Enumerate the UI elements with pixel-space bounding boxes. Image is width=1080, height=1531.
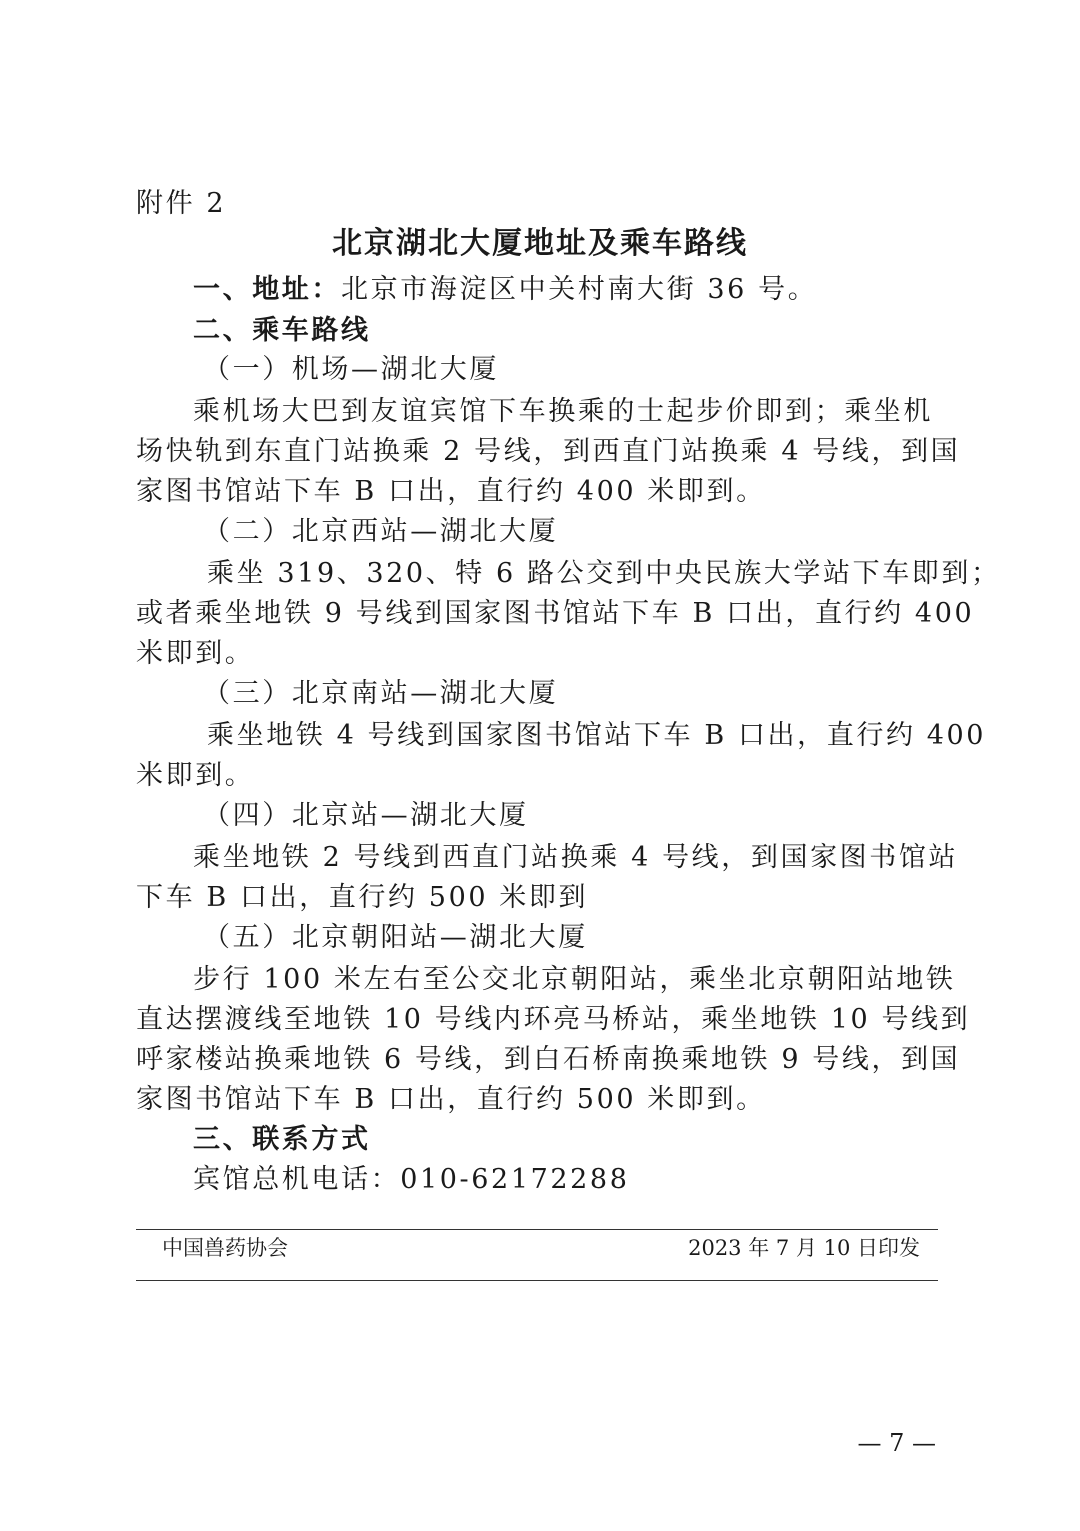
- route-1-line-1: 乘机场大巴到友谊宾馆下车换乘的士起步价即到；乘坐机: [193, 396, 933, 427]
- route-4-line-2: 下车 B 口出，直行约 500 米即到: [136, 882, 589, 913]
- routes-heading: 二、乘车路线: [193, 315, 371, 346]
- contact-heading: 三、联系方式: [193, 1124, 371, 1155]
- route-2-line-2: 或者乘坐地铁 9 号线到国家图书馆站下车 B 口出，直行约 400: [136, 598, 975, 629]
- footer-date: 2023 年 7 月 10 日印发: [688, 1236, 920, 1260]
- route-2-line-3: 米即到。: [136, 638, 255, 669]
- route-5-line-3: 呼家楼站换乘地铁 6 号线，到白石桥南换乘地铁 9 号线，到国: [136, 1044, 961, 1075]
- contact-phone: 宾馆总机电话：010-62172288: [193, 1164, 630, 1195]
- footer-top-rule: [136, 1229, 938, 1230]
- route-3-line-1: 乘坐地铁 4 号线到国家图书馆站下车 B 口出，直行约 400: [207, 720, 987, 751]
- address-text: 北京市海淀区中关村南大街 36 号。: [341, 274, 818, 305]
- route-5-heading: （五）北京朝阳站—湖北大厦: [203, 922, 588, 953]
- route-4-line-1: 乘坐地铁 2 号线到西直门站换乘 4 号线，到国家图书馆站: [193, 842, 959, 873]
- route-2-line-1: 乘坐 319、320、特 6 路公交到中央民族大学站下车即到；: [207, 558, 1001, 589]
- address-line: [193, 272, 817, 308]
- page-number: — 7 —: [857, 1429, 936, 1457]
- route-5-line-1: 步行 100 米左右至公交北京朝阳站，乘坐北京朝阳站地铁: [193, 964, 956, 995]
- attachment-label: 附件 2: [136, 188, 227, 219]
- document-title: 北京湖北大厦地址及乘车路线: [332, 226, 748, 261]
- footer-bottom-rule: [136, 1280, 938, 1281]
- route-5-line-2: 直达摆渡线至地铁 10 号线内环亮马桥站，乘坐地铁 10 号线到: [136, 1004, 971, 1035]
- address-heading: 一、地址：: [193, 274, 341, 305]
- route-3-line-2: 米即到。: [136, 760, 255, 791]
- route-5-line-4: 家图书馆站下车 B 口出，直行约 500 米即到。: [136, 1084, 766, 1115]
- route-1-line-3: 家图书馆站下车 B 口出，直行约 400 米即到。: [136, 476, 766, 507]
- route-4-heading: （四）北京站—湖北大厦: [203, 800, 529, 831]
- route-1-heading: （一）机场—湖北大厦: [203, 354, 499, 385]
- route-2-heading: （二）北京西站—湖北大厦: [203, 516, 559, 547]
- route-1-line-2: 场快轨到东直门站换乘 2 号线，到西直门站换乘 4 号线，到国: [136, 436, 961, 467]
- route-3-heading: （三）北京南站—湖北大厦: [203, 678, 559, 709]
- footer-issuer: 中国兽药协会: [162, 1236, 288, 1260]
